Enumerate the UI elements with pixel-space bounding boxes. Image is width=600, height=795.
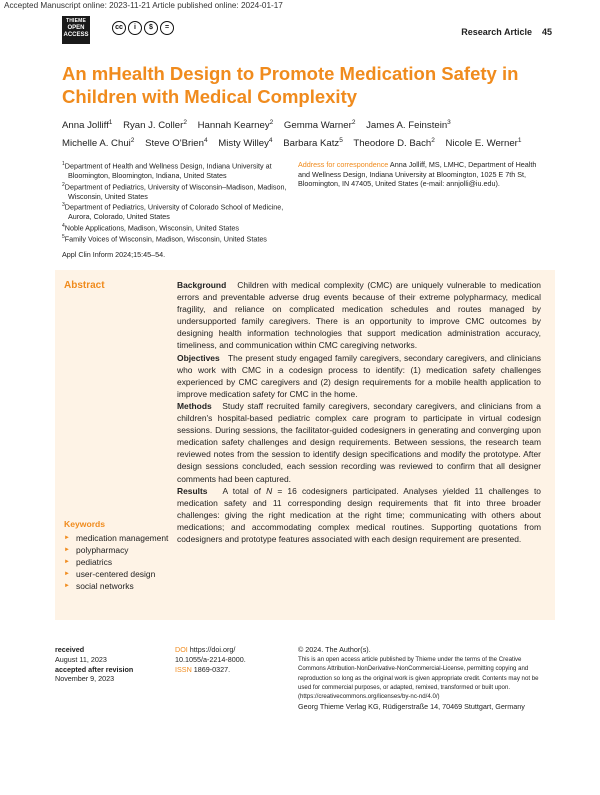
author-affiliation-mark: 2: [130, 137, 135, 145]
author-name: Barbara Katz: [283, 138, 340, 150]
abstract-results: [177, 485, 541, 545]
background-text: Children with medical complexity (CMC) are uniquely vulnerable to medication errors and preventable adverse drug events because of their extreme polypharmacy, medical fragility, and reliance on complicated medication schedules and routes managed by undersupported family caregivers. There is an opportunity to improve CMC outcomes by designing health information technologies that support medication administration accuracy, timeliness, and communication within CMC caregiving networks.: [177, 280, 541, 351]
logo-line2: OPEN: [67, 25, 85, 31]
creative-commons-badges: [112, 21, 174, 35]
objectives-label: Objectives: [177, 352, 220, 363]
accepted-label: accepted after revision: [55, 664, 134, 674]
author-name: Nicole E. Werner: [445, 138, 518, 150]
author-name: Theodore D. Bach: [353, 138, 432, 150]
received-dates: [55, 645, 133, 684]
author-name: Gemma Warner: [283, 120, 352, 132]
author-name: James A. Feinstein: [366, 120, 448, 132]
issn-value: 1869-0327.: [193, 664, 231, 674]
affiliation-number: 1: [62, 161, 65, 167]
affiliation-text: Department of Pediatrics, University of Colorado School of Medicine, Aurora, Colorado, United States: [64, 202, 284, 222]
author-affiliation-mark: 3: [447, 119, 451, 126]
author-affiliation-mark: 4: [268, 137, 273, 145]
objectives-text: The present study engaged family caregivers, secondary caregivers, and clinicians who work with CMC in a codesign process to identify: (1) medication safety challenges experienced by CMC caregivers and (2) design requirements for a mobile health application to improve medication safety for CMC in the home.: [177, 352, 541, 399]
affiliation-number: 2: [62, 181, 65, 188]
author-affiliation-mark: 2: [431, 137, 435, 145]
affiliation-item: [62, 201, 297, 222]
abstract-heading: Abstract: [64, 280, 105, 291]
issn-label: ISSN: [175, 664, 192, 674]
copyright-block: [298, 645, 543, 712]
citation: Appl Clin Inform 2024;15:45–54.: [62, 250, 166, 259]
methods-label: Methods: [177, 400, 212, 411]
author-affiliation-mark: 2: [269, 119, 274, 126]
page-number: 45: [541, 27, 552, 37]
affiliation-text: Department of Pediatrics, University of Wisconsin–Madison, Madison, Wisconsin, United States: [64, 181, 287, 201]
correspondence-label: Address for correspondence: [298, 160, 389, 169]
thieme-open-access-logo: [62, 16, 90, 44]
author-affiliation-mark: 5: [339, 137, 343, 145]
results-label: Results: [177, 485, 208, 496]
affiliation-item: [62, 233, 297, 244]
author-name: Hannah Kearney: [197, 120, 270, 132]
results-var: N: [266, 485, 273, 496]
abstract-objectives: [177, 352, 541, 400]
affiliations: [62, 160, 297, 244]
correspondence: [298, 160, 543, 189]
correspondence-text: Anna Jolliff, MS, LMHC, Department of Health and Wellness Design, Indiana University at Bloomington, 1025 E 7th St, Bloomington, IN 47405, United States (e-mail: annjolli@iu.edu).: [298, 160, 537, 189]
license-text: This is an open access article published by Thieme under the terms of the Creative Commons Attribution-NonDerivative-NonCommercial-License, permitting copying and reproduction so long as the original work is given appropriate credit. Contents may not be used for commercial purposes, or adapted, remixed, transformed or built upon. (https://creativecommons.org/licenses/by-nc-nd/4.0/): [298, 655, 539, 701]
author-list: [62, 115, 552, 151]
publisher-address: Georg Thieme Verlag KG, Rüdigerstraße 14, 70469 Stuttgart, Germany: [298, 701, 525, 711]
author-affiliation-mark: 1: [517, 137, 522, 145]
author-affiliation-mark: 2: [183, 119, 187, 126]
affiliation-number: 5: [62, 233, 65, 240]
affiliation-number: 3: [62, 202, 65, 209]
author-affiliation-mark: 4: [203, 137, 208, 145]
nd-icon: =: [160, 21, 174, 35]
copyright-line: © 2024. The Author(s).: [298, 645, 371, 654]
results-text: = 16 codesigners participated. Analyses yielded 11 challenges to medication safety and 11 corresponding design requirements that fit into three broader challenges: giving the right medication at the right time; communicating with others about medications; and accommodating complex medical routines. Supporting quotations from codesigners and prototype features associated with each design requirement are presented.: [177, 485, 541, 544]
received-date: August 11, 2023: [55, 654, 107, 664]
author-name: Ryan J. Coller: [123, 120, 184, 132]
abstract-background: [177, 279, 541, 352]
author-name: Steve O'Brien: [145, 138, 204, 150]
author-affiliation-mark: 1: [108, 119, 113, 126]
accepted-date: November 9, 2023: [55, 674, 115, 684]
author-name: Anna Jolliff: [62, 120, 109, 132]
by-icon: i: [128, 21, 142, 35]
keywords-heading: Keywords: [64, 519, 106, 529]
affiliation-number: 4: [62, 222, 65, 229]
received-label: received: [55, 645, 85, 654]
results-pre: A total of: [222, 485, 267, 496]
doi-url[interactable]: https://doi.org/: [189, 645, 236, 654]
affiliation-item: [62, 160, 297, 181]
logo-line3: ACCESS: [63, 32, 89, 38]
author-name: Misty Willey: [218, 138, 269, 150]
affiliation-item: [62, 181, 297, 202]
author-name: Michelle A. Chui: [62, 138, 131, 150]
cc-icon: cc: [112, 21, 126, 35]
affiliation-item: [62, 222, 297, 233]
keyword-item: ► social networks: [64, 580, 176, 592]
logo-line1: THIEME: [65, 18, 87, 24]
keywords-list: [64, 532, 176, 592]
keyword-item: ► polypharmacy: [64, 544, 176, 556]
doi-label: DOI: [175, 645, 188, 654]
keyword-item: ► medication management: [64, 532, 176, 544]
affiliation-text: Department of Health and Wellness Design, Indiana University at Bloomington, Bloomington, Indiana, United States: [64, 161, 272, 180]
nc-icon: $: [144, 21, 158, 35]
article-title: An mHealth Design to Promote Medication Safety in Children with Medical Complexity: [62, 63, 519, 107]
keyword-item: ► pediatrics: [64, 556, 176, 568]
running-head-label: Research Article: [461, 27, 532, 37]
background-label: Background: [177, 280, 227, 290]
methods-text: Study staff recruited family caregivers, secondary caregivers, and clinicians from a children's hospital-based pediatric complex care program to participate in virtual codesign sessions. During sessions, the facilitator-guided codesigners in generating and converging upon medication safety challenges and design requirements. Between sessions, the research team reviewed notes from the session to identify design specifications and modify the prototype. After design sessions concluded, each session recording was reviewed to confirm that all designer comments had been captured.: [177, 400, 541, 484]
keyword-item: ► user-centered design: [64, 568, 176, 580]
doi-block: [175, 645, 246, 674]
affiliation-text: Family Voices of Wisconsin, Madison, Wisconsin, United States: [64, 234, 267, 244]
abstract-text: [177, 279, 541, 545]
affiliation-text: Noble Applications, Madison, Wisconsin, United States: [64, 223, 239, 233]
doi-value[interactable]: 10.1055/a-2214-8000.: [175, 654, 246, 664]
abstract-methods: [177, 400, 541, 485]
author-affiliation-mark: 2: [351, 119, 356, 126]
publication-dates-note: Accepted Manuscript online: 2023-11-21 Article published online: 2024-01-17: [4, 1, 283, 10]
